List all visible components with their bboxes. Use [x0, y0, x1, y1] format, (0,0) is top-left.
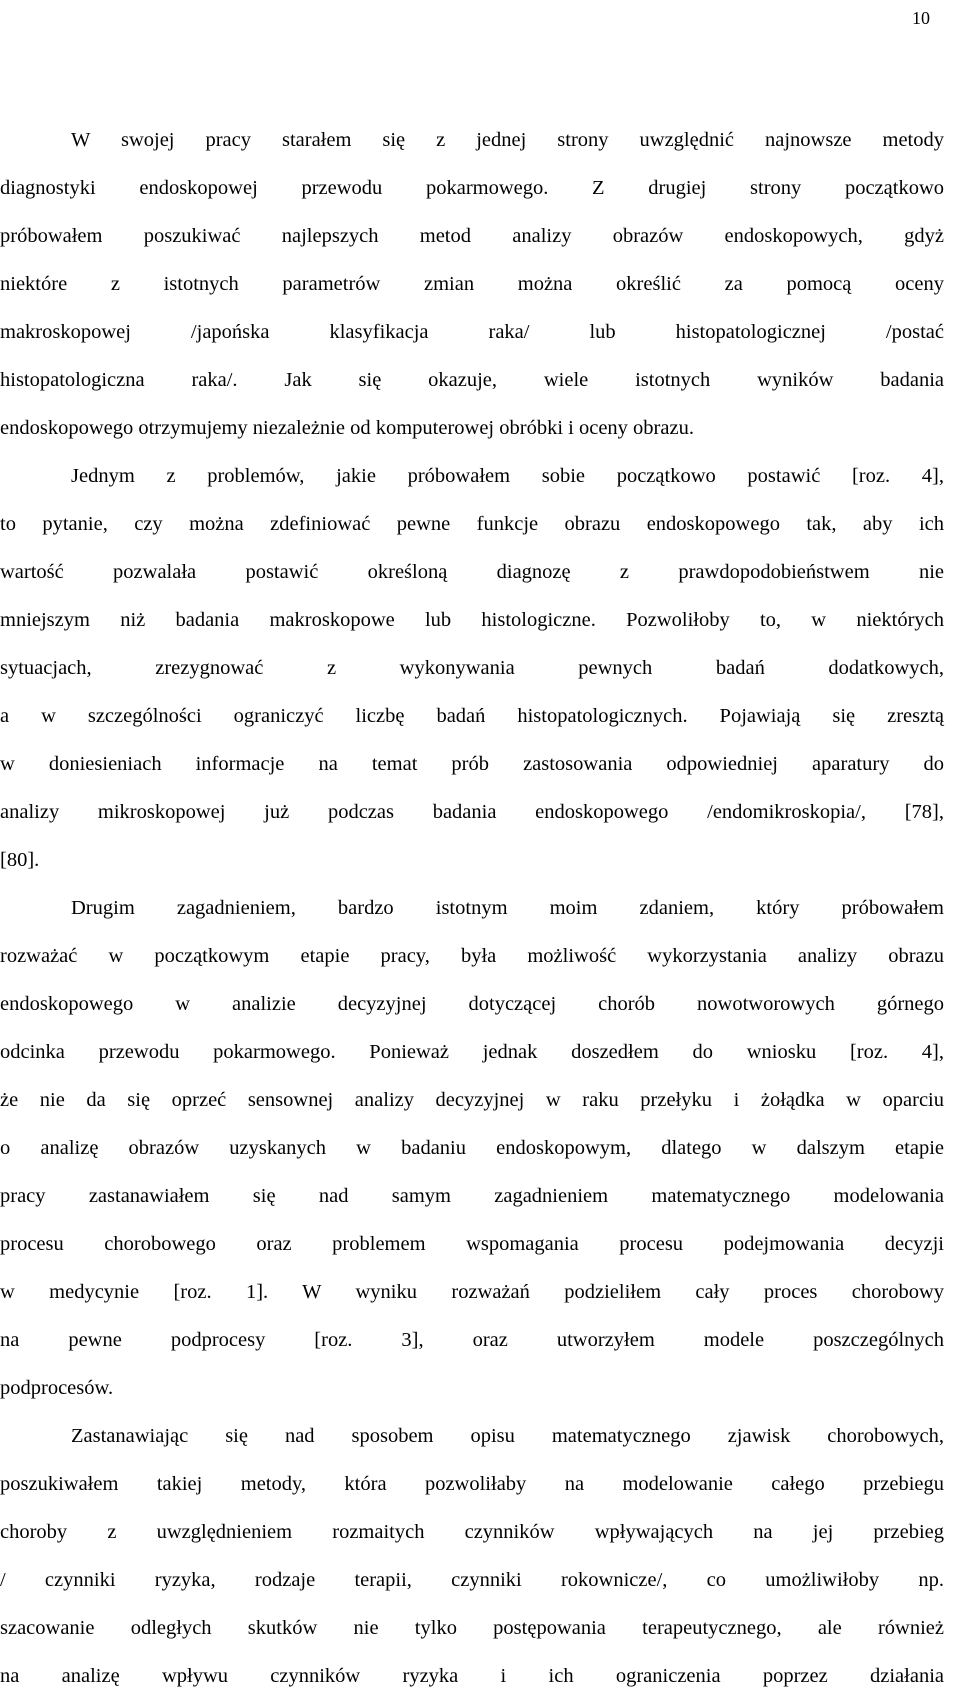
text-line: endoskopowego w analizie decyzyjnej dotyczącej chorób nowotworowych górnego — [0, 993, 944, 1015]
text-line: mniejszym niż badania makroskopowe lub histologiczne. Pozwoliłoby to, w niektórych — [0, 609, 944, 631]
text-line: że nie da się oprzeć sensownej analizy decyzyjnej w raku przełyku i żołądka w oparciu — [0, 1089, 944, 1111]
text-line: rozważać w początkowym etapie pracy, była możliwość wykorzystania analizy obrazu — [0, 945, 944, 967]
text-line: a w szczególności ograniczyć liczbę badań histopatologicznych. Pojawiają się zresztą — [0, 705, 944, 727]
text-line: choroby z uwzględnieniem rozmaitych czynników wpływających na jej przebieg — [0, 1521, 944, 1543]
text-line: próbowałem poszukiwać najlepszych metod analizy obrazów endoskopowych, gdyż — [0, 225, 944, 247]
text-line: Jednym z problemów, jakie próbowałem sobie początkowo postawić [roz. 4], — [71, 465, 944, 487]
document-body — [0, 116, 944, 1700]
text-line: Drugim zagadnieniem, bardzo istotnym moim zdaniem, który próbowałem — [71, 897, 944, 919]
text-line: wartość pozwalała postawić określoną diagnozę z prawdopodobieństwem nie — [0, 561, 944, 583]
text-line: to pytanie, czy można zdefiniować pewne funkcje obrazu endoskopowego tak, aby ich — [0, 513, 944, 535]
text-line: [80]. — [0, 849, 40, 871]
text-line: pracy zastanawiałem się nad samym zagadnieniem matematycznego modelowania — [0, 1185, 944, 1207]
text-line: W swojej pracy starałem się z jednej strony uwzględnić najnowsze metody — [71, 129, 944, 151]
text-line: na pewne podprocesy [roz. 3], oraz utworzyłem modele poszczególnych — [0, 1329, 944, 1351]
text-line: szacowanie odległych skutków nie tylko postępowania terapeutycznego, ale również — [0, 1617, 944, 1639]
text-line: odcinka przewodu pokarmowego. Ponieważ jednak doszedłem do wniosku [roz. 4], — [0, 1041, 944, 1063]
page-number: 10 — [912, 8, 930, 28]
text-line: podprocesów. — [0, 1377, 114, 1399]
text-line: / czynniki ryzyka, rodzaje terapii, czynniki rokownicze/, co umożliwiłoby np. — [0, 1569, 944, 1591]
text-line: histopatologiczna raka/. Jak się okazuje, wiele istotnych wyników badania — [0, 369, 944, 391]
text-line: procesu chorobowego oraz problemem wspomagania procesu podejmowania decyzji — [0, 1233, 944, 1255]
text-line: na analizę wpływu czynników ryzyka i ich ograniczenia poprzez działania — [0, 1665, 944, 1687]
text-line: w doniesieniach informacje na temat prób zastosowania odpowiedniej aparatury do — [0, 753, 944, 775]
text-line: analizy mikroskopowej już podczas badania endoskopowego /endomikroskopia/, [78], — [0, 801, 944, 823]
text-line: Zastanawiając się nad sposobem opisu matematycznego zjawisk chorobowych, — [71, 1425, 944, 1447]
text-line: poszukiwałem takiej metody, która pozwoliłaby na modelowanie całego przebiegu — [0, 1473, 944, 1495]
text-line: w medycynie [roz. 1]. W wyniku rozważań podzieliłem cały proces chorobowy — [0, 1281, 944, 1303]
text-line: endoskopowego otrzymujemy niezależnie od komputerowej obróbki i oceny obrazu. — [0, 417, 694, 439]
text-line: niektóre z istotnych parametrów zmian można określić za pomocą oceny — [0, 273, 944, 295]
text-line: o analizę obrazów uzyskanych w badaniu endoskopowym, dlatego w dalszym etapie — [0, 1137, 944, 1159]
text-line: sytuacjach, zrezygnować z wykonywania pewnych badań dodatkowych, — [0, 657, 944, 679]
text-line: makroskopowej /japońska klasyfikacja raka/ lub histopatologicznej /postać — [0, 321, 944, 343]
text-line: diagnostyki endoskopowej przewodu pokarmowego. Z drugiej strony początkowo — [0, 177, 944, 199]
